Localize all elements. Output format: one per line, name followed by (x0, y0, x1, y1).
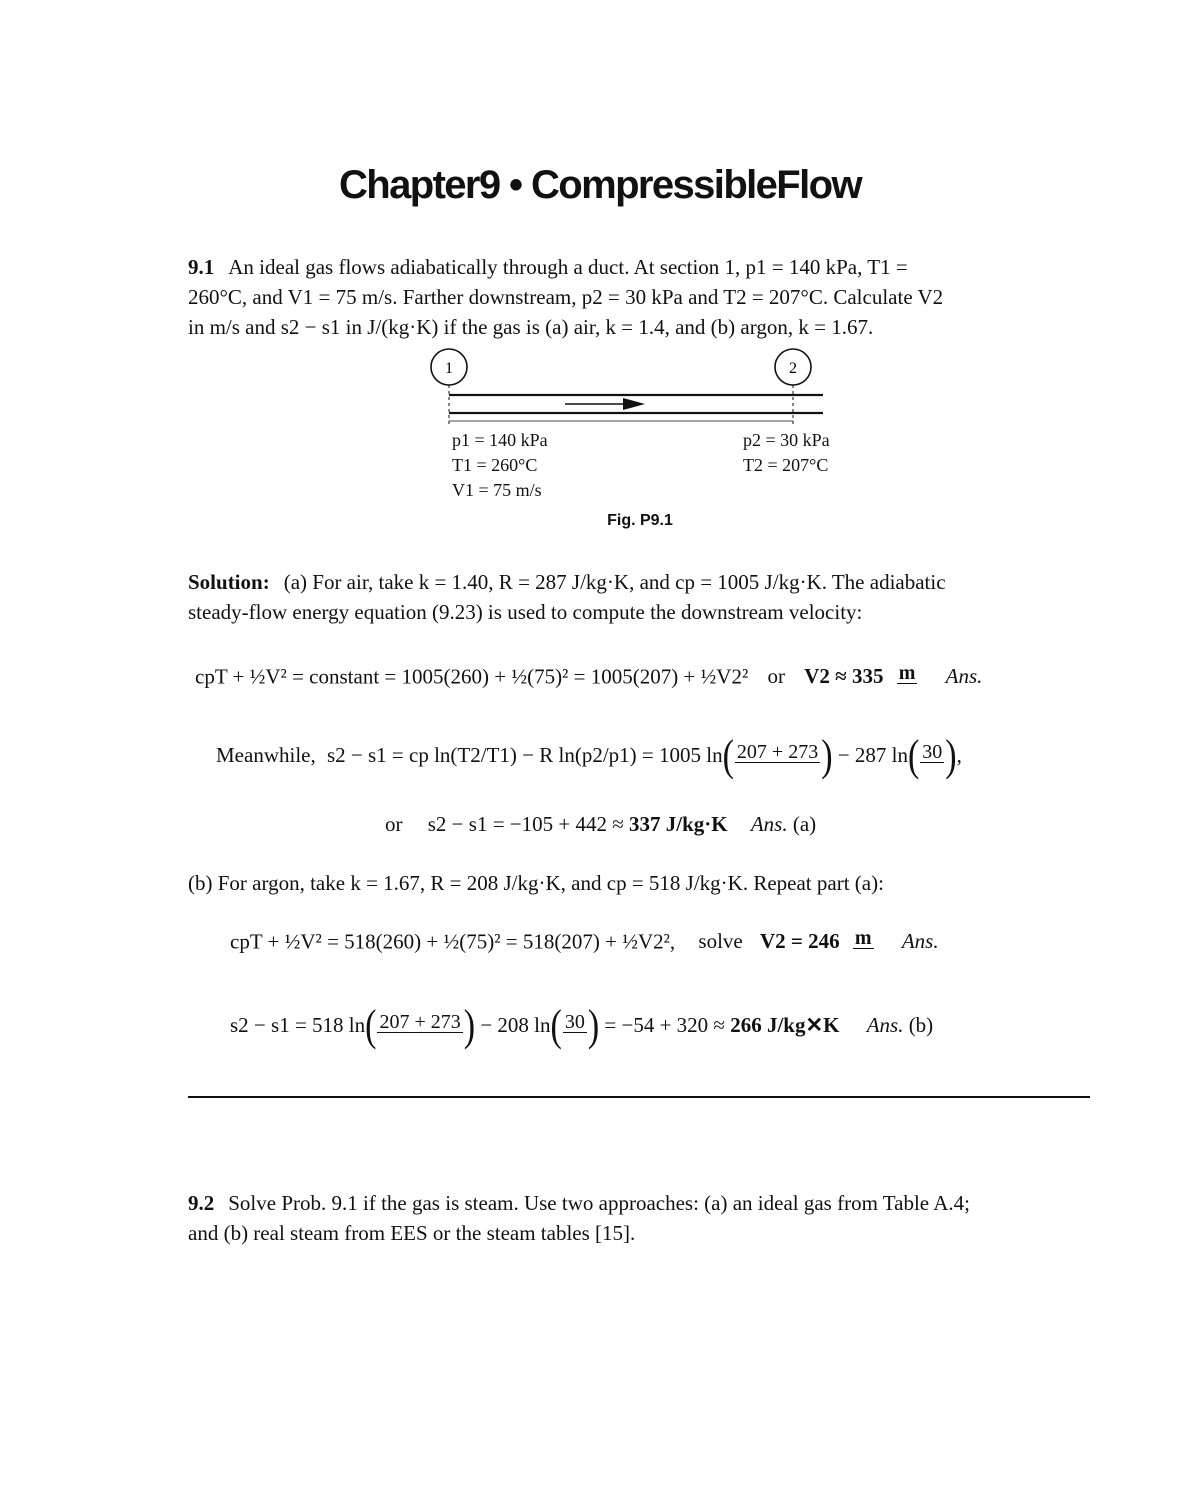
equation-body: s2 − s1 = −105 + 442 ≈ (427, 812, 624, 836)
part-label: (a) (792, 812, 817, 836)
equation-body: cpT + ½V² = 518(260) + ½(75)² = 518(207) + ½V2², (230, 929, 676, 954)
equation-result: 266 J/kg (730, 1012, 806, 1037)
equation-result: 337 J/kg·K (629, 812, 728, 836)
figure-value: T1 = 260°C (452, 455, 538, 475)
equation-body: cpT + ½V² = constant = 1005(260) + ½(75)² = 1005(207) + ½V2² (195, 664, 749, 689)
ans-label: Ans. (901, 929, 939, 954)
problem-9-1-statement (188, 252, 1093, 342)
entropy-equation-air: Meanwhile, s2 − s1 = cp ln(T2/T1) − R ln(p2/p1) = 1005 ln( 207 + 273 ) − 287 ln( 30 ), (216, 732, 962, 781)
fraction-numerator: 30 (564, 1010, 585, 1033)
equation-middle: − 287 ln (837, 742, 908, 767)
solution-text-line: (a) For air, take k = 1.40, R = 287 J/kg·K, and cp = 1005 J/kg·K. The adiabatic (283, 570, 946, 594)
figure-value: p2 = 30 kPa (743, 430, 830, 450)
station-1-values (452, 428, 548, 503)
station-1-label: 1 (445, 360, 453, 377)
problem-text-line: An ideal gas flows adiabatically through a duct. At section 1, p1 = 140 kPa, T1 = (228, 255, 908, 279)
energy-equation-argon (230, 928, 939, 959)
chapter-title: Chapter9 • CompressibleFlow (338, 163, 862, 207)
solution-intro (188, 567, 1093, 627)
equation-solve: solve (698, 929, 743, 954)
part-b-text (188, 868, 1093, 898)
solution-label: Solution: (188, 570, 270, 594)
problem-text-line: and (b) real steam from EES or the steam tables [15]. (188, 1221, 636, 1245)
figure-value: V1 = 75 m/s (452, 480, 542, 500)
problem-text-line: 260°C, and V1 = 75 m/s. Farther downstream, p2 = 30 kPa and T2 = 207°C. Calculate V2 (188, 285, 944, 309)
equation-tail: = −54 + 320 ≈ (604, 1012, 725, 1037)
part-label: (b) (908, 1012, 934, 1037)
ans-label: Ans. (866, 1012, 904, 1037)
figure-caption: Fig. P9.1 (607, 512, 673, 529)
equation-prefix: Meanwhile, (216, 742, 316, 767)
ans-label: Ans. (945, 664, 983, 689)
equation-or: or (385, 812, 403, 836)
station-2-values (743, 428, 830, 478)
equation-result: V2 = 246 (760, 929, 840, 954)
equation-body: s2 − s1 = cp ln(T2/T1) − R ln(p2/p1) = 1005 ln (326, 742, 723, 767)
entropy-equation-argon: s2 − s1 = 518 ln( 207 + 273 ) − 208 ln( 30 ) = −54 + 320 ≈ 266 J/kg✕K Ans. (b) (230, 1002, 934, 1051)
unit-numerator: m (898, 662, 916, 684)
solution-text-line: steady-flow energy equation (9.23) is used to compute the downstream velocity: (188, 600, 863, 624)
equation-or: or (767, 664, 785, 689)
ans-label: Ans. (750, 812, 788, 836)
fraction-numerator: 207 + 273 (379, 1010, 461, 1033)
problem-number: 9.2 (188, 1191, 215, 1215)
equation-tail: , (956, 742, 962, 767)
fraction-numerator: 207 + 273 (736, 740, 819, 763)
figure-value: p1 = 140 kPa (452, 430, 548, 450)
flow-arrow-icon (623, 398, 645, 410)
problem-number: 9.1 (188, 255, 215, 279)
equation-result: V2 ≈ 335 (804, 664, 884, 689)
part-b-line: (b) For argon, take k = 1.67, R = 208 J/kg·K, and cp = 518 J/kg·K. Repeat part (a): (188, 871, 884, 895)
problem-text-line: Solve Prob. 9.1 if the gas is steam. Use two approaches: (a) an ideal gas from Table A.4; (228, 1191, 970, 1215)
station-2-label: 2 (789, 360, 797, 377)
unit-fraction (853, 928, 874, 959)
equation-body: s2 − s1 = 518 ln (230, 1012, 366, 1037)
fraction-numerator: 30 (922, 740, 943, 763)
unit-fraction (897, 663, 918, 694)
energy-equation-air (195, 663, 982, 694)
problem-9-2-statement (188, 1188, 1093, 1248)
equation-result-unit: K (823, 1012, 840, 1037)
unit-numerator: m (854, 927, 872, 949)
figure-value: T2 = 207°C (743, 455, 829, 475)
entropy-result-air (385, 812, 816, 837)
section-divider (188, 1096, 1090, 1098)
problem-text-line: in m/s and s2 − s1 in J/(kg·K) if the gas is (a) air, k = 1.4, and (b) argon, k = 1.67. (188, 315, 874, 339)
equation-middle: − 208 ln (480, 1012, 551, 1037)
